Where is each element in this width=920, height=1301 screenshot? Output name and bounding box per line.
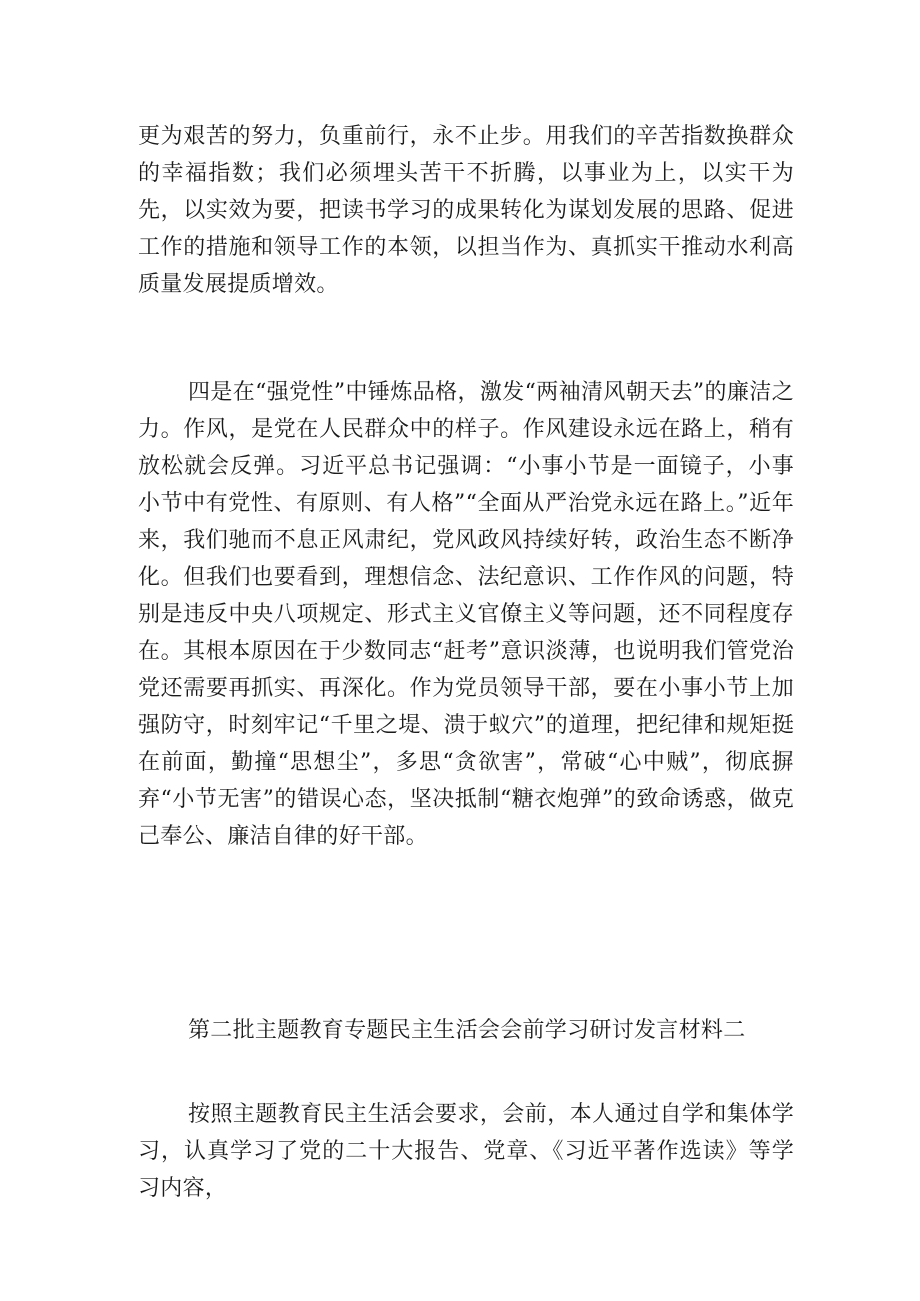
paragraph-1: 更为艰苦的努力，负重前行，永不止步。用我们的辛苦指数换群众的幸福指数；我们必须埋头苦干不折腾，以事业为上，以实干为先，以实效为要，把读书学习的成果转化为谋划发展的思路、促进工作的措施和领导工作的本领，以担当作为、真抓实干推动水利高质量发展提质增效。 <box>138 124 794 297</box>
paragraph-2: 四是在“强党性”中锤炼品格，激发“两袖清风朝天去”的廉洁之力。作风，是党在人民群众中的样子。作风建设永远在路上，稍有放松就会反弹。习近平总书记强调：“小事小节是一面镜子，小事小节中有党性、有原则、有人格”“全面从严治党永远在路上。”近年来，我们驰而不息正风肃纪，党风政风持续好转，政治生态不断净化。但我们也要看到，理想信念、法纪意识、工作作风的问题，特别是违反中央八项规定、形式主义官僚主义等问题，还不同程度存在。其根本原因在于少数同志“赶考”意识淡薄，也说明我们管党治党还需要再抓实、再深化。作为党员领导干部，要在小事小节上加强防守，时刻牢记“千里之堤、溃于蚁穴”的道理，把纪律和规矩挺在前面，勤撞“思想尘”，多思“贪欲害”，常破“心中贼”，彻底摒弃“小节无害”的错误心态，坚决抵制“糖衣炮弹”的致命诱惑，做克己奉公、廉洁自律的好干部。 <box>138 380 794 849</box>
paragraph-3: 按照主题教育民主生活会要求，会前，本人通过自学和集体学习，认真学习了党的二十大报告、党章、《习近平著作选读》等学习内容， <box>138 1102 794 1201</box>
section-heading: 第二批主题教育专题民主生活会会前学习研讨发言材料二 <box>188 1018 746 1043</box>
